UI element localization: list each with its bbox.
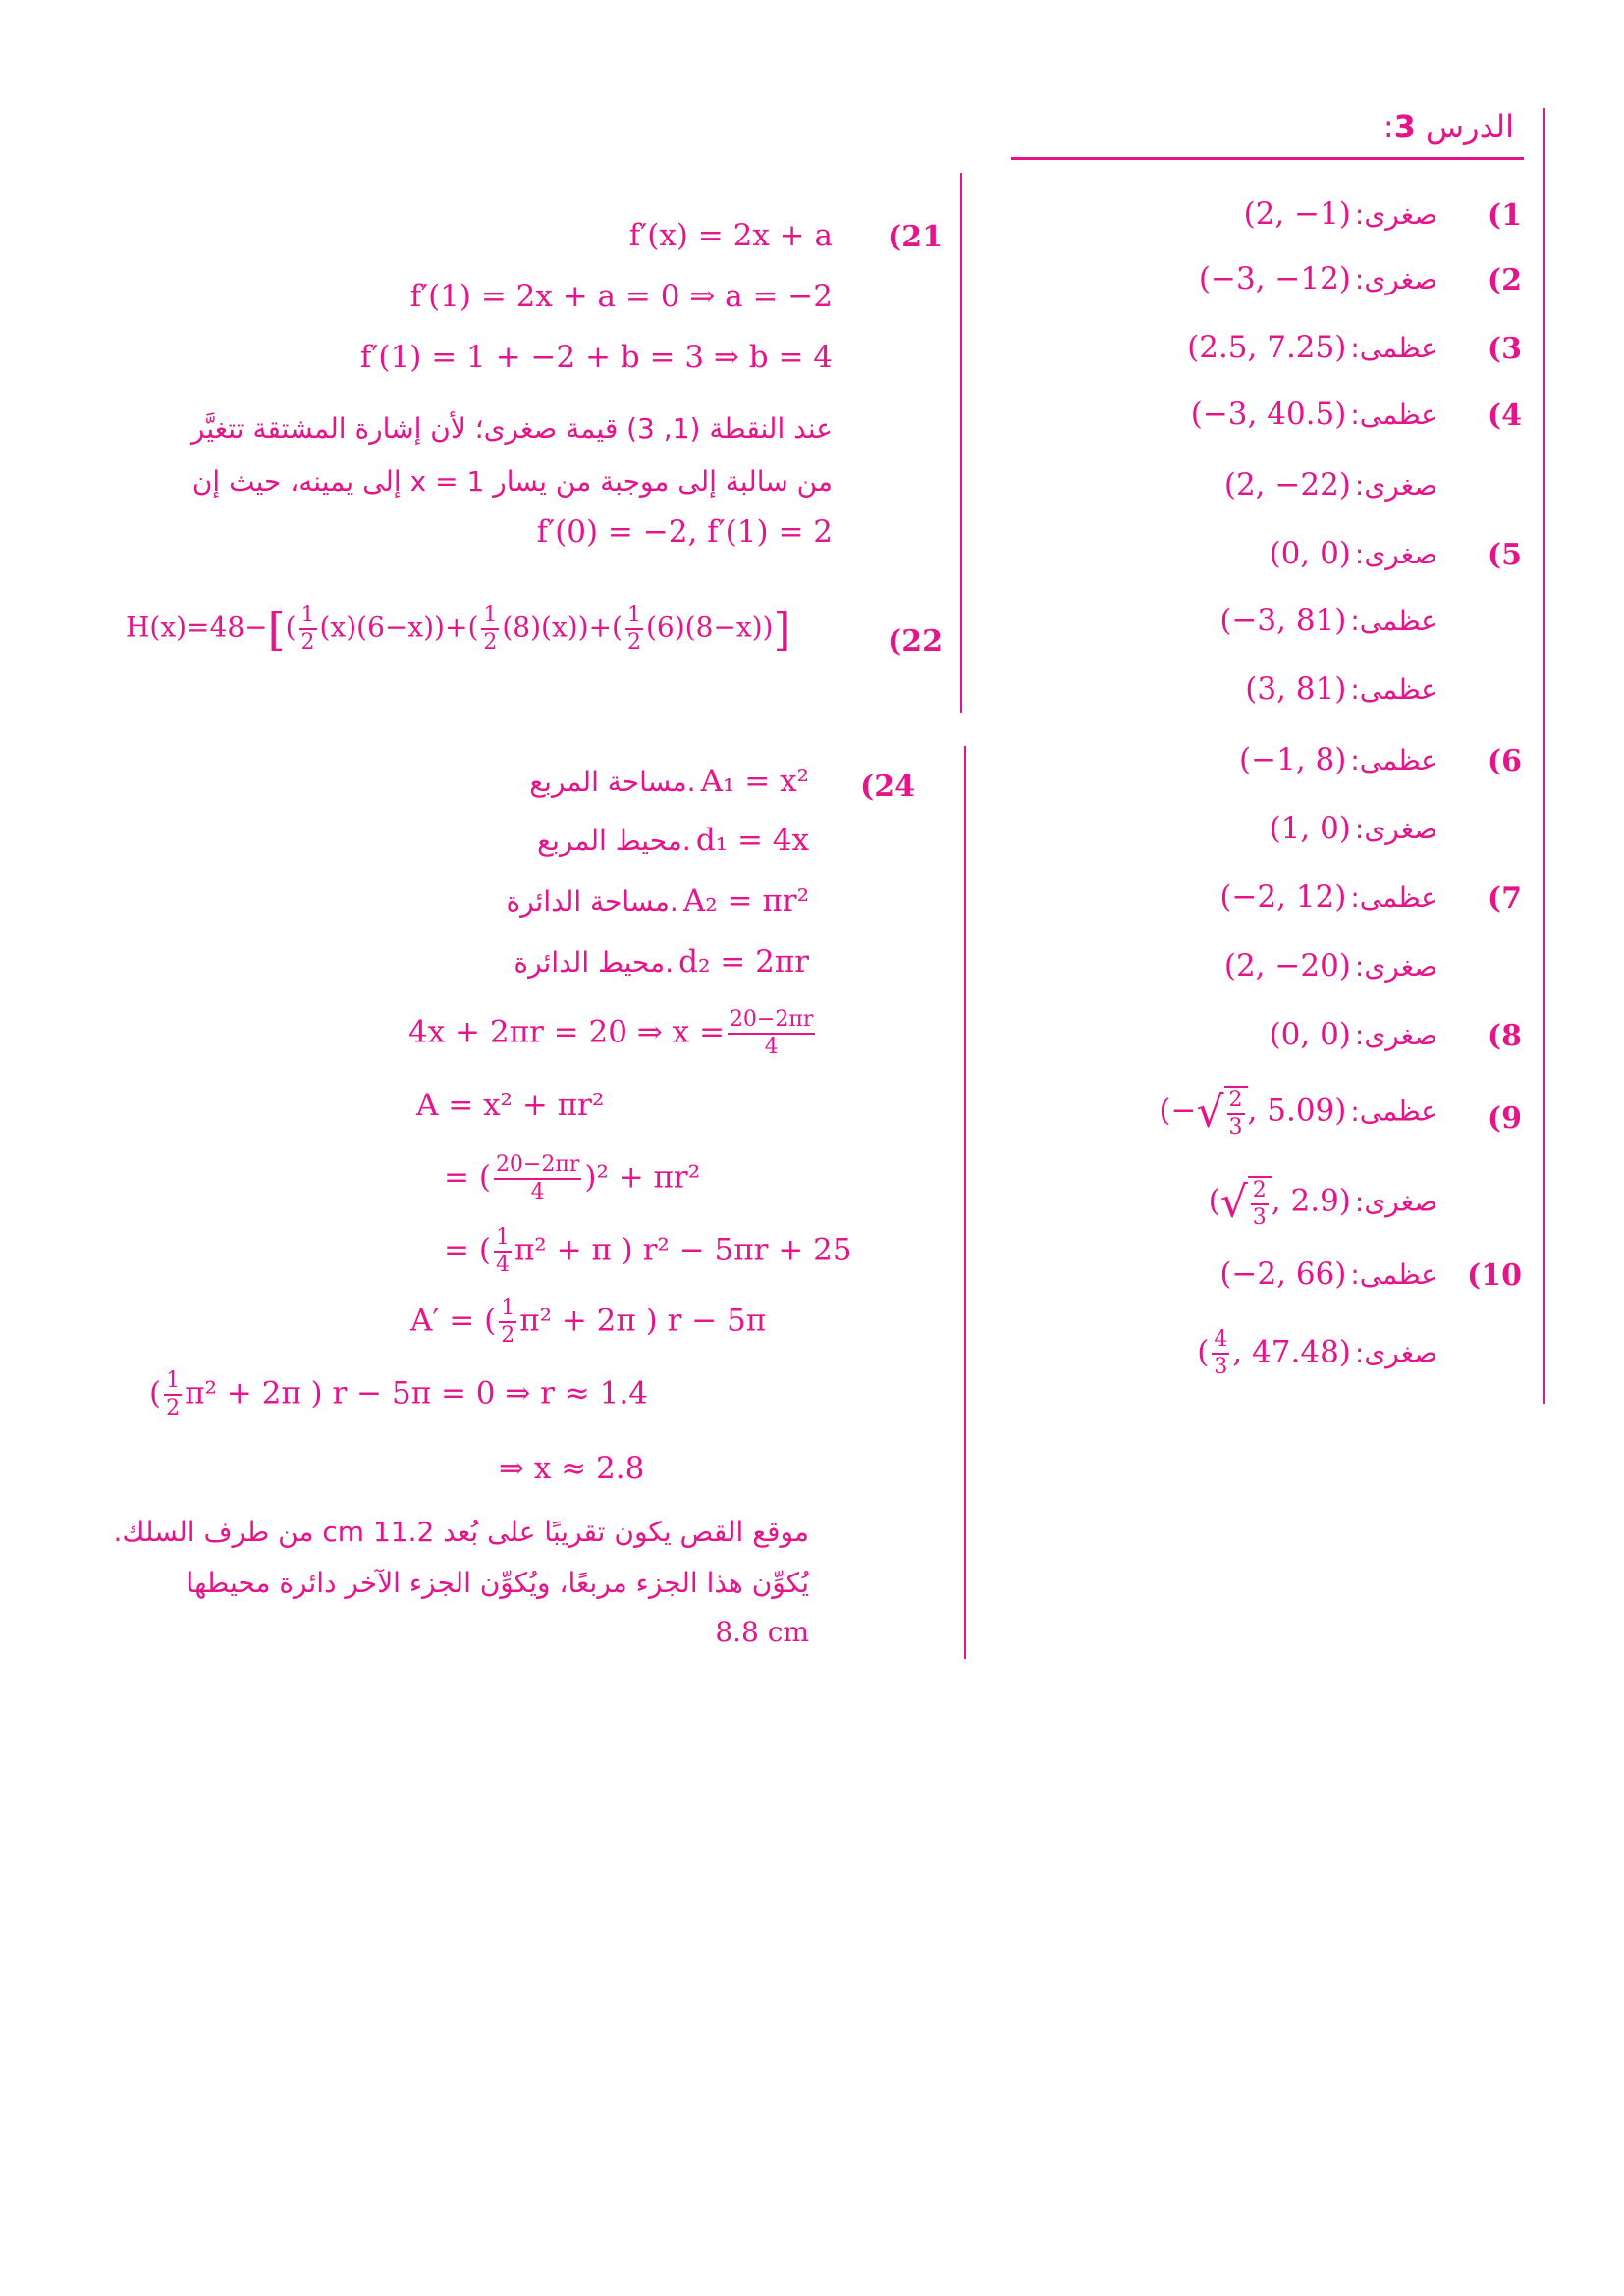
extremum-type: صغرى [1364, 813, 1437, 845]
q24-text2: يُكوِّن هذا الجزء مربعًا، ويُكوِّن الجزء الآخر دائرة محيطها [186, 1567, 809, 1599]
question-number: (3 [1487, 332, 1522, 366]
extremum-type: عظمى [1359, 673, 1437, 706]
extremum-type: عظمى [1359, 399, 1437, 431]
q24-eq2: A = x² + πr² [416, 1088, 605, 1123]
q24-eq4: = ( $\frac{1}{4}$ π² + π ) r² − 5πr + 25 [444, 1225, 852, 1277]
answer-point: (2.5, 7.25) :عظمى [1187, 330, 1437, 365]
q24-eq5: A′ = ( $\frac{1}{2}$ π² + 2π ) r − 5π [410, 1296, 767, 1348]
q9-min-type: صغرى [1364, 1185, 1437, 1218]
q21-line2: f′(1) = 2x + a = 0 ⇒ a = −2 [409, 279, 833, 314]
answer-row [1070, 536, 1522, 579]
extremum-type: عظمى [1359, 881, 1437, 914]
q22-equation: H(x)=48−[( $\frac{1}{2}$ (x)(6−x))+( $\frac{1}{2}$ (8)(x))+( $\frac{1}{2}$ (6)(8−x))] [126, 603, 791, 656]
answer-point: (2, −22) :صغرى [1223, 467, 1437, 503]
answer-row [1070, 671, 1522, 715]
q21-line3: f′(1) = 1 + −2 + b = 3 ⇒ b = 4 [359, 340, 833, 375]
q24-divider [964, 746, 966, 1659]
extremum-type: عظمى [1359, 605, 1437, 637]
answer-row [1070, 811, 1522, 854]
q10-min: ( $\frac{4}{3}$ , 47.48) :صغرى [1197, 1327, 1437, 1379]
q24-text3: 8.8 cm [715, 1616, 809, 1648]
header-underline [1011, 157, 1524, 160]
q24-d1: محيط المربع. d₁ = 4x [537, 823, 809, 858]
extremum-type: صغرى [1364, 950, 1437, 983]
answer-point: (−3, −12) :صغرى [1198, 261, 1437, 296]
q24-eq3: = ( $\frac{20-2\pi r}{4}$ )² + πr² [444, 1152, 701, 1204]
q24-text1: موقع القص يكون تقريبًا على بُعد 11.2 cm من طرف السلك. [113, 1516, 809, 1548]
lesson-number: 3 [1393, 108, 1416, 145]
question-number: (7 [1487, 881, 1522, 916]
lesson-header: الدرس 3: [1382, 108, 1514, 145]
answer-row [1070, 948, 1522, 991]
answer-row [1070, 603, 1522, 646]
extremum-type: صغرى [1364, 1019, 1437, 1051]
q24-eq1: 4x + 2πr = 20 ⇒ x = $\frac{20-2\pi r}{4}$ [408, 1007, 814, 1059]
q9-max-prefix: (− [1159, 1093, 1197, 1129]
question-number: (8 [1487, 1019, 1522, 1053]
answer-row [1070, 1017, 1522, 1060]
answer-row [1070, 330, 1522, 373]
question-number: (6 [1487, 744, 1522, 778]
q24-a1: مساحة المربع. A₁ = x² [529, 764, 809, 799]
question-number: (4 [1487, 399, 1522, 433]
answer-row [1070, 261, 1522, 304]
question-number: (2 [1487, 263, 1522, 297]
answer-point: (0, 0) :صغرى [1269, 1017, 1437, 1052]
answer-point: (−3, 81) :عظمى [1219, 603, 1437, 638]
answer-row [1070, 880, 1522, 923]
answer-row [1070, 467, 1522, 510]
answer-row [1070, 742, 1522, 785]
q21-text2: من سالبة إلى موجبة من يسار x = 1 إلى يمينه، حيث إن [191, 465, 833, 498]
question-number-24: (24 [860, 770, 915, 804]
q10-max: (−2, 66) :عظمى [1219, 1256, 1437, 1292]
q24-d2: محيط الدائرة. d₂ = 2πr [514, 944, 809, 980]
answer-point: (−2, 12) :عظمى [1219, 880, 1437, 915]
answer-point: (1, 0) :صغرى [1269, 811, 1437, 846]
q24-eq7: ⇒ x ≈ 2.8 [499, 1451, 645, 1486]
q24-eq6: ( $\frac{1}{2}$ π² + 2π ) r − 5π = 0 ⇒ r ≈ 1.4 [149, 1368, 648, 1420]
answer-point: (−1, 8) :عظمى [1239, 742, 1437, 777]
question-number: (5 [1487, 538, 1522, 572]
q24-a2: مساحة الدائرة. A₂ = πr² [506, 883, 809, 919]
answer-point: (0, 0) :صغرى [1269, 536, 1437, 571]
lesson-label: الدرس [1426, 108, 1514, 145]
q21-line4: f′(0) = −2, f′(1) = 2 [536, 514, 833, 550]
answer-point: (2, −20) :صغرى [1223, 948, 1437, 984]
question-number-22: (22 [888, 624, 943, 659]
sqrt-symbol: √ $\frac{2}{3}$ [1220, 1176, 1272, 1229]
question-number-9: (9 [1487, 1101, 1522, 1136]
q9-max: (−√ $\frac{2}{3}$ , 5.09) :عظمى [1159, 1087, 1437, 1140]
question-number: (1 [1487, 198, 1522, 233]
extremum-type: صغرى [1364, 538, 1437, 570]
extremum-type: عظمى [1359, 744, 1437, 776]
answer-row [1070, 397, 1522, 440]
extremum-type: عظمى [1359, 332, 1437, 364]
question-number-21: (21 [888, 220, 943, 254]
q21-line1: f′(x) = 2x + a [628, 218, 833, 253]
extremum-type: صغرى [1364, 198, 1437, 231]
answer-point: (−3, 40.5) :عظمى [1190, 397, 1437, 432]
extremum-type: صغرى [1364, 469, 1437, 502]
q9-max-type: عظمى [1359, 1095, 1437, 1128]
answer-point: (3, 81) :عظمى [1245, 671, 1437, 707]
q9-min: (√ $\frac{2}{3}$ , 2.9) :صغرى [1208, 1177, 1437, 1230]
q21-text1: عند النقطة (1, 3) قيمة صغرى؛ لأن إشارة المشتقة تتغيَّر [190, 412, 833, 445]
extremum-type: صغرى [1364, 263, 1437, 295]
answer-row [1070, 196, 1522, 240]
sqrt-symbol: √ $\frac{2}{3}$ [1196, 1086, 1247, 1139]
question-number-10: (10 [1467, 1258, 1522, 1293]
right-column-divider [1543, 108, 1545, 1404]
q21-divider [960, 173, 962, 713]
q9-max-suffix: , 5.09) [1247, 1093, 1347, 1129]
answer-point: (2, −1) :صغرى [1243, 196, 1437, 232]
